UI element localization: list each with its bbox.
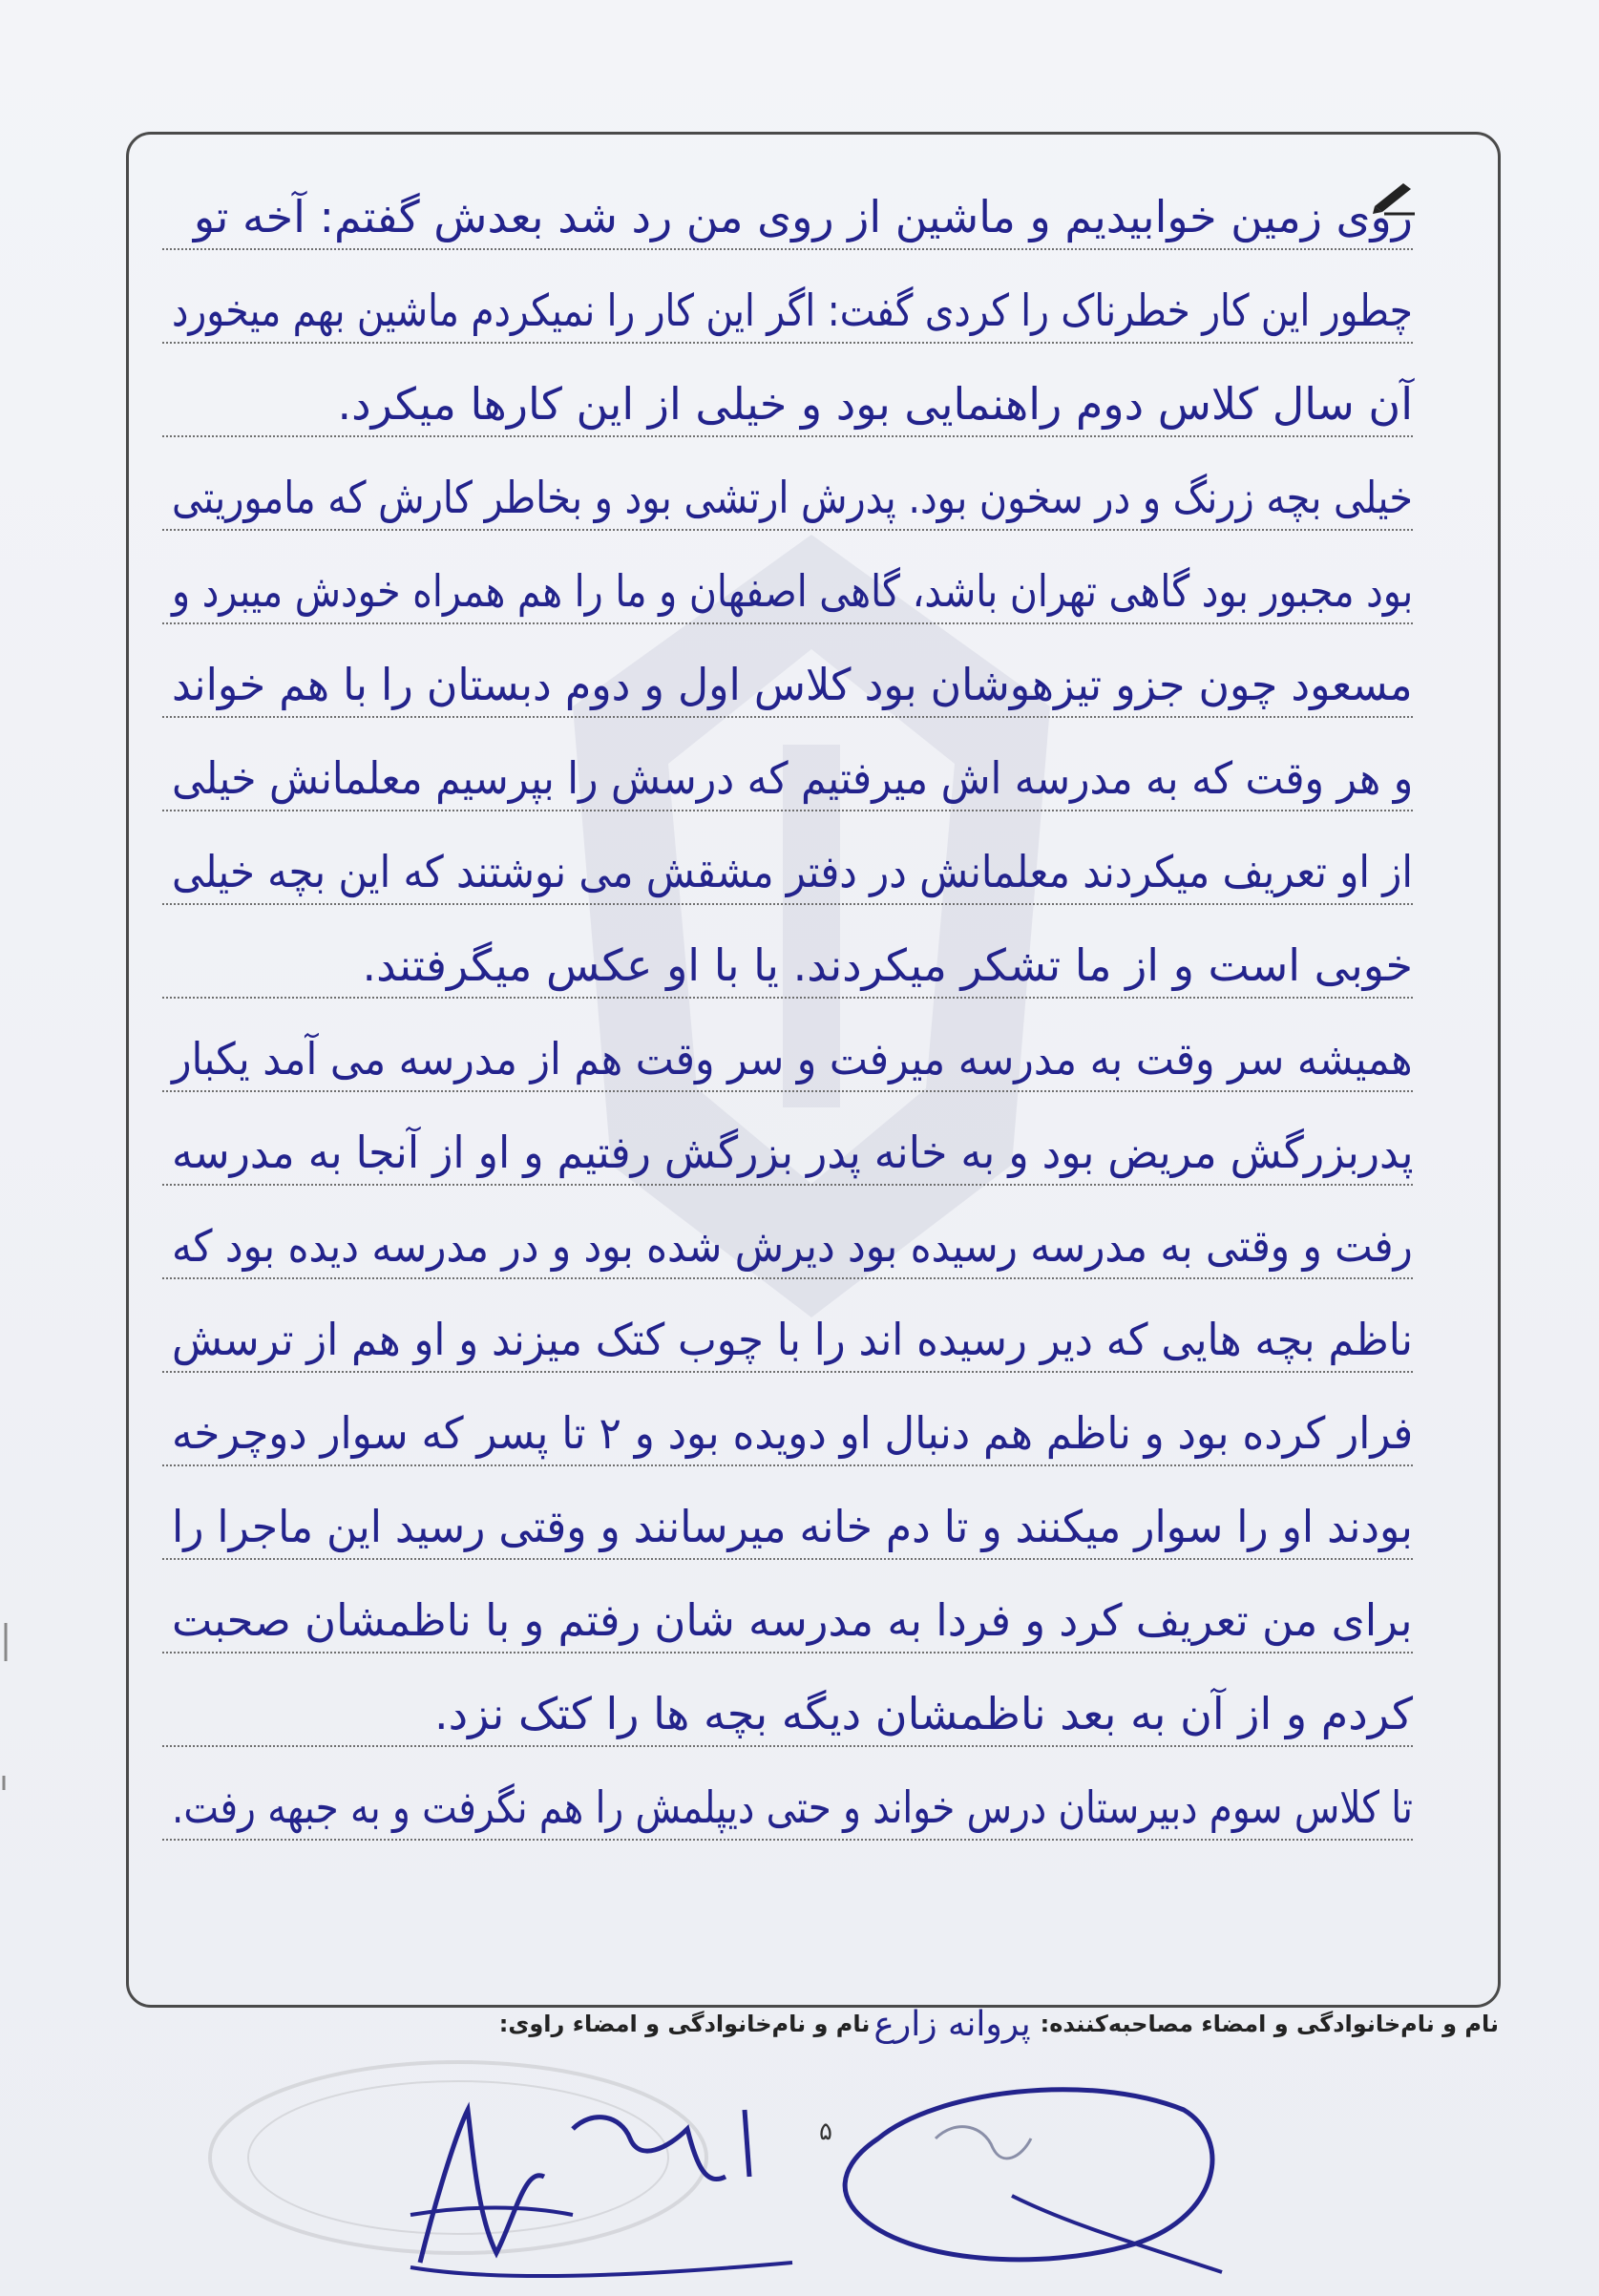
text-line: روی زمین خوابیدیم و ماشین از روی من رد شد بعدش گفتم: آخه تو xyxy=(162,162,1413,250)
interviewer-name: پروانه زارع xyxy=(873,2004,1031,2044)
handwritten-body xyxy=(162,143,1413,1919)
text-line: برای من تعریف کرد و فردا به مدرسه شان رفتم و با ناظمشان صحبت xyxy=(162,1566,1413,1654)
binder-edge xyxy=(0,0,29,2296)
interviewer-label: نام و نام‌خانوادگی و امضاء مصاحبه‌کننده: xyxy=(1040,2011,1499,2037)
narrator-signature xyxy=(382,2072,811,2291)
text-line: پدربزرگش مریض بود و به خانه پدر بزرگش رفتیم و او از آنجا به مدرسه xyxy=(162,1098,1413,1186)
text-line: رفت و وقتی به مدرسه رسیده بود دیرش شده بود و در مدرسه دیده بود که xyxy=(162,1191,1413,1279)
text-line: بودند او را سوار میکنند و تا دم خانه میرسانند و وقتی رسید این ماجرا را xyxy=(162,1472,1413,1560)
text-line: فرار کرده بود و ناظم هم دنبال او دویده بود و ۲ تا پسر که سوار دوچرخه xyxy=(162,1379,1413,1466)
text-line: تا کلاس سوم دبیرستان درس خواند و حتی دیپلمش را هم نگرفت و به جبهه رفت. xyxy=(162,1753,1413,1841)
text-line: از او تعریف میکردند معلمانش در دفتر مشقش می نوشتند که این بچه خیلی xyxy=(162,817,1413,905)
signature-footer xyxy=(143,2000,1499,2048)
text-line: خیلی بچه زرنگ و در سخون بود. پدرش ارتشی بود و بخاطر کارش که ماموریتی xyxy=(162,443,1413,531)
text-line: ناظم بچه هایی که دیر رسیده اند را با چوب کتک میزند و او هم از ترسش xyxy=(162,1285,1413,1373)
text-line: مسعود چون جزو تیزهوشان بود کلاس اول و دوم دبستان را با هم خواند xyxy=(162,630,1413,718)
text-line: خوبی است و از ما تشکر میکردند. یا با او عکس میگرفتند. xyxy=(162,911,1413,999)
text-line: همیشه سر وقت به مدرسه میرفت و سر وقت هم از مدرسه می آمد یکبار xyxy=(162,1004,1413,1092)
text-line: آن سال کلاس دوم راهنمایی بود و خیلی از این کارها میکرد. xyxy=(162,349,1413,437)
interviewer-signature xyxy=(821,2053,1241,2282)
narrator-label: نام و نام‌خانوادگی و امضاء راوی: xyxy=(498,2011,871,2037)
text-line: چطور این کار خطرناک را کردی گفت: اگر این کار را نمیکردم ماشین بهم میخورد xyxy=(162,256,1413,344)
page-number: ۵ xyxy=(819,2117,832,2146)
text-line: کردم و از آن به بعد ناظمشان دیگه بچه ها را کتک نزد. xyxy=(162,1659,1413,1747)
text-line: بود مجبور بود گاهی تهران باشد، گاهی اصفهان و ما را هم همراه خودش میبرد و xyxy=(162,537,1413,624)
text-line: و هر وقت که به مدرسه اش میرفتیم که درسش را بپرسیم معلمانش خیلی xyxy=(162,724,1413,811)
